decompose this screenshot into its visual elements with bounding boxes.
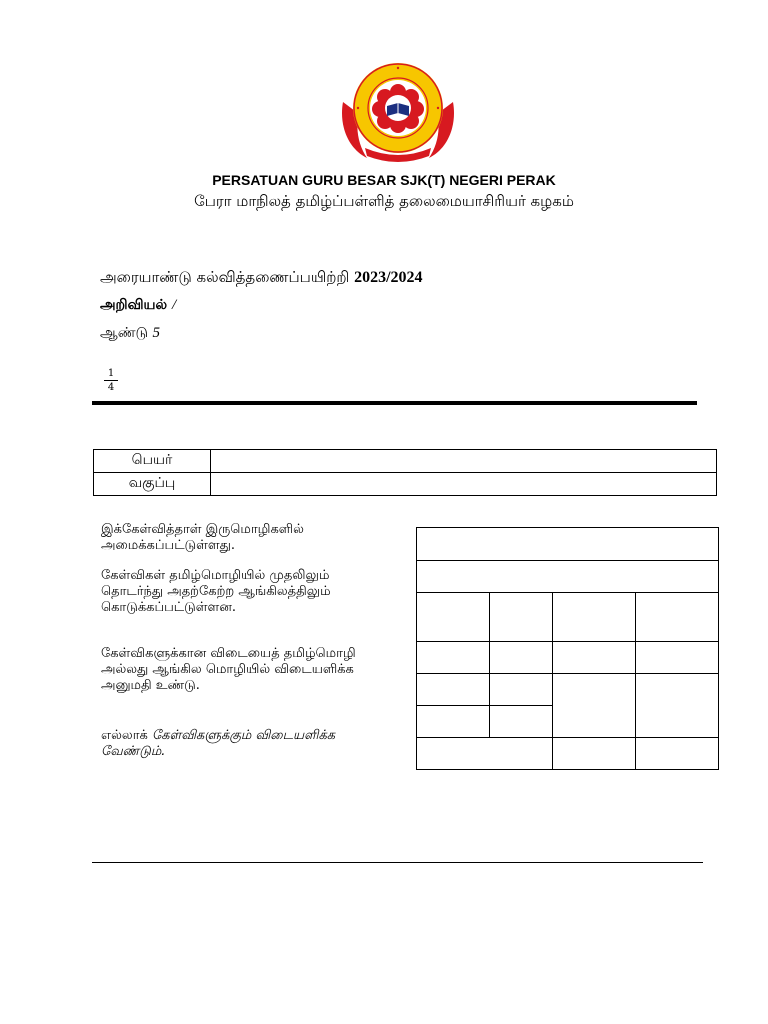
marks-cell xyxy=(553,642,636,674)
marks-cell xyxy=(553,738,636,770)
marks-cell xyxy=(417,593,490,642)
instruction-4 xyxy=(101,728,371,760)
marks-row xyxy=(417,528,719,561)
marks-cell xyxy=(490,642,553,674)
org-name-tamil: பேரா மாநிலத் தமிழ்ப்பள்ளித் தலைமையாசிரியர் கழகம் xyxy=(194,192,574,210)
header-divider xyxy=(92,401,697,405)
student-info-table xyxy=(93,449,717,496)
exam-title-tamil: அரையாண்டு கல்வித்தணைப்பயிற்றி xyxy=(100,268,350,286)
duration-fraction xyxy=(104,368,118,393)
name-field[interactable] xyxy=(211,450,717,473)
fraction-bar xyxy=(104,380,118,381)
marks-row xyxy=(417,593,719,642)
subject-name: அறிவியல் xyxy=(100,297,168,313)
name-label: பெயர் xyxy=(94,450,211,473)
org-name-english: PERSATUAN GURU BESAR SJK(T) NEGERI PERAK xyxy=(212,172,556,188)
instruction-3: கேள்விகளுக்கான விடையைத் தமிழ்மொழி அல்லது ஆங்கில மொழியில் விடையளிக்க அனுமதி உண்டு. xyxy=(101,646,356,693)
year-level-label: ஆண்டு xyxy=(100,325,149,341)
class-field[interactable] xyxy=(211,473,717,496)
marks-cell xyxy=(636,593,719,642)
year-level xyxy=(100,325,160,343)
year-level-value: 5 xyxy=(152,325,160,341)
instruction-1: இக்கேள்வித்தாள் இருமொழிகளில் அமைக்கப்பட்டுள்ளது. xyxy=(101,522,304,553)
footer-divider xyxy=(92,862,703,863)
instruction-2: கேள்விகள் தமிழ்மொழியில் முதலிலும் தொடர்ந்து அதற்கேற்ற ஆங்கிலத்திலும் கொடுக்கப்பட்டுள்ளன. xyxy=(101,568,331,615)
duration-denominator: 4 xyxy=(107,382,115,393)
association-seal-logo xyxy=(337,62,459,170)
student-info-row xyxy=(94,473,717,496)
marks-cell xyxy=(553,593,636,642)
marks-cell xyxy=(417,674,490,706)
exam-title xyxy=(100,268,423,288)
class-label: வகுப்பு xyxy=(94,473,211,496)
marks-cell xyxy=(490,674,553,706)
marks-total-cell xyxy=(417,738,553,770)
marks-cell xyxy=(553,674,636,738)
marks-row xyxy=(417,642,719,674)
marks-cell xyxy=(636,674,719,738)
subject-line xyxy=(100,297,176,315)
marks-cell xyxy=(417,528,719,561)
marks-row xyxy=(417,674,719,706)
instruction-4-prefix: எல்லாக் xyxy=(101,728,148,743)
marks-cell xyxy=(636,642,719,674)
exam-year: 2023/2024 xyxy=(354,269,423,286)
student-info-row xyxy=(94,450,717,473)
marks-cell xyxy=(417,706,490,738)
marks-cell xyxy=(636,738,719,770)
duration-numerator: 1 xyxy=(107,368,115,379)
subject-slash: / xyxy=(172,297,177,313)
marks-cell xyxy=(490,593,553,642)
marks-cell xyxy=(417,561,719,593)
marks-cell xyxy=(417,642,490,674)
instruction-4-rest: கேள்விகளுக்கும் விடையளிக்க வேண்டும். xyxy=(101,728,336,759)
marks-table xyxy=(416,527,719,770)
marks-row xyxy=(417,561,719,593)
marks-row xyxy=(417,738,719,770)
marks-cell xyxy=(490,706,553,738)
instructions xyxy=(101,522,371,760)
